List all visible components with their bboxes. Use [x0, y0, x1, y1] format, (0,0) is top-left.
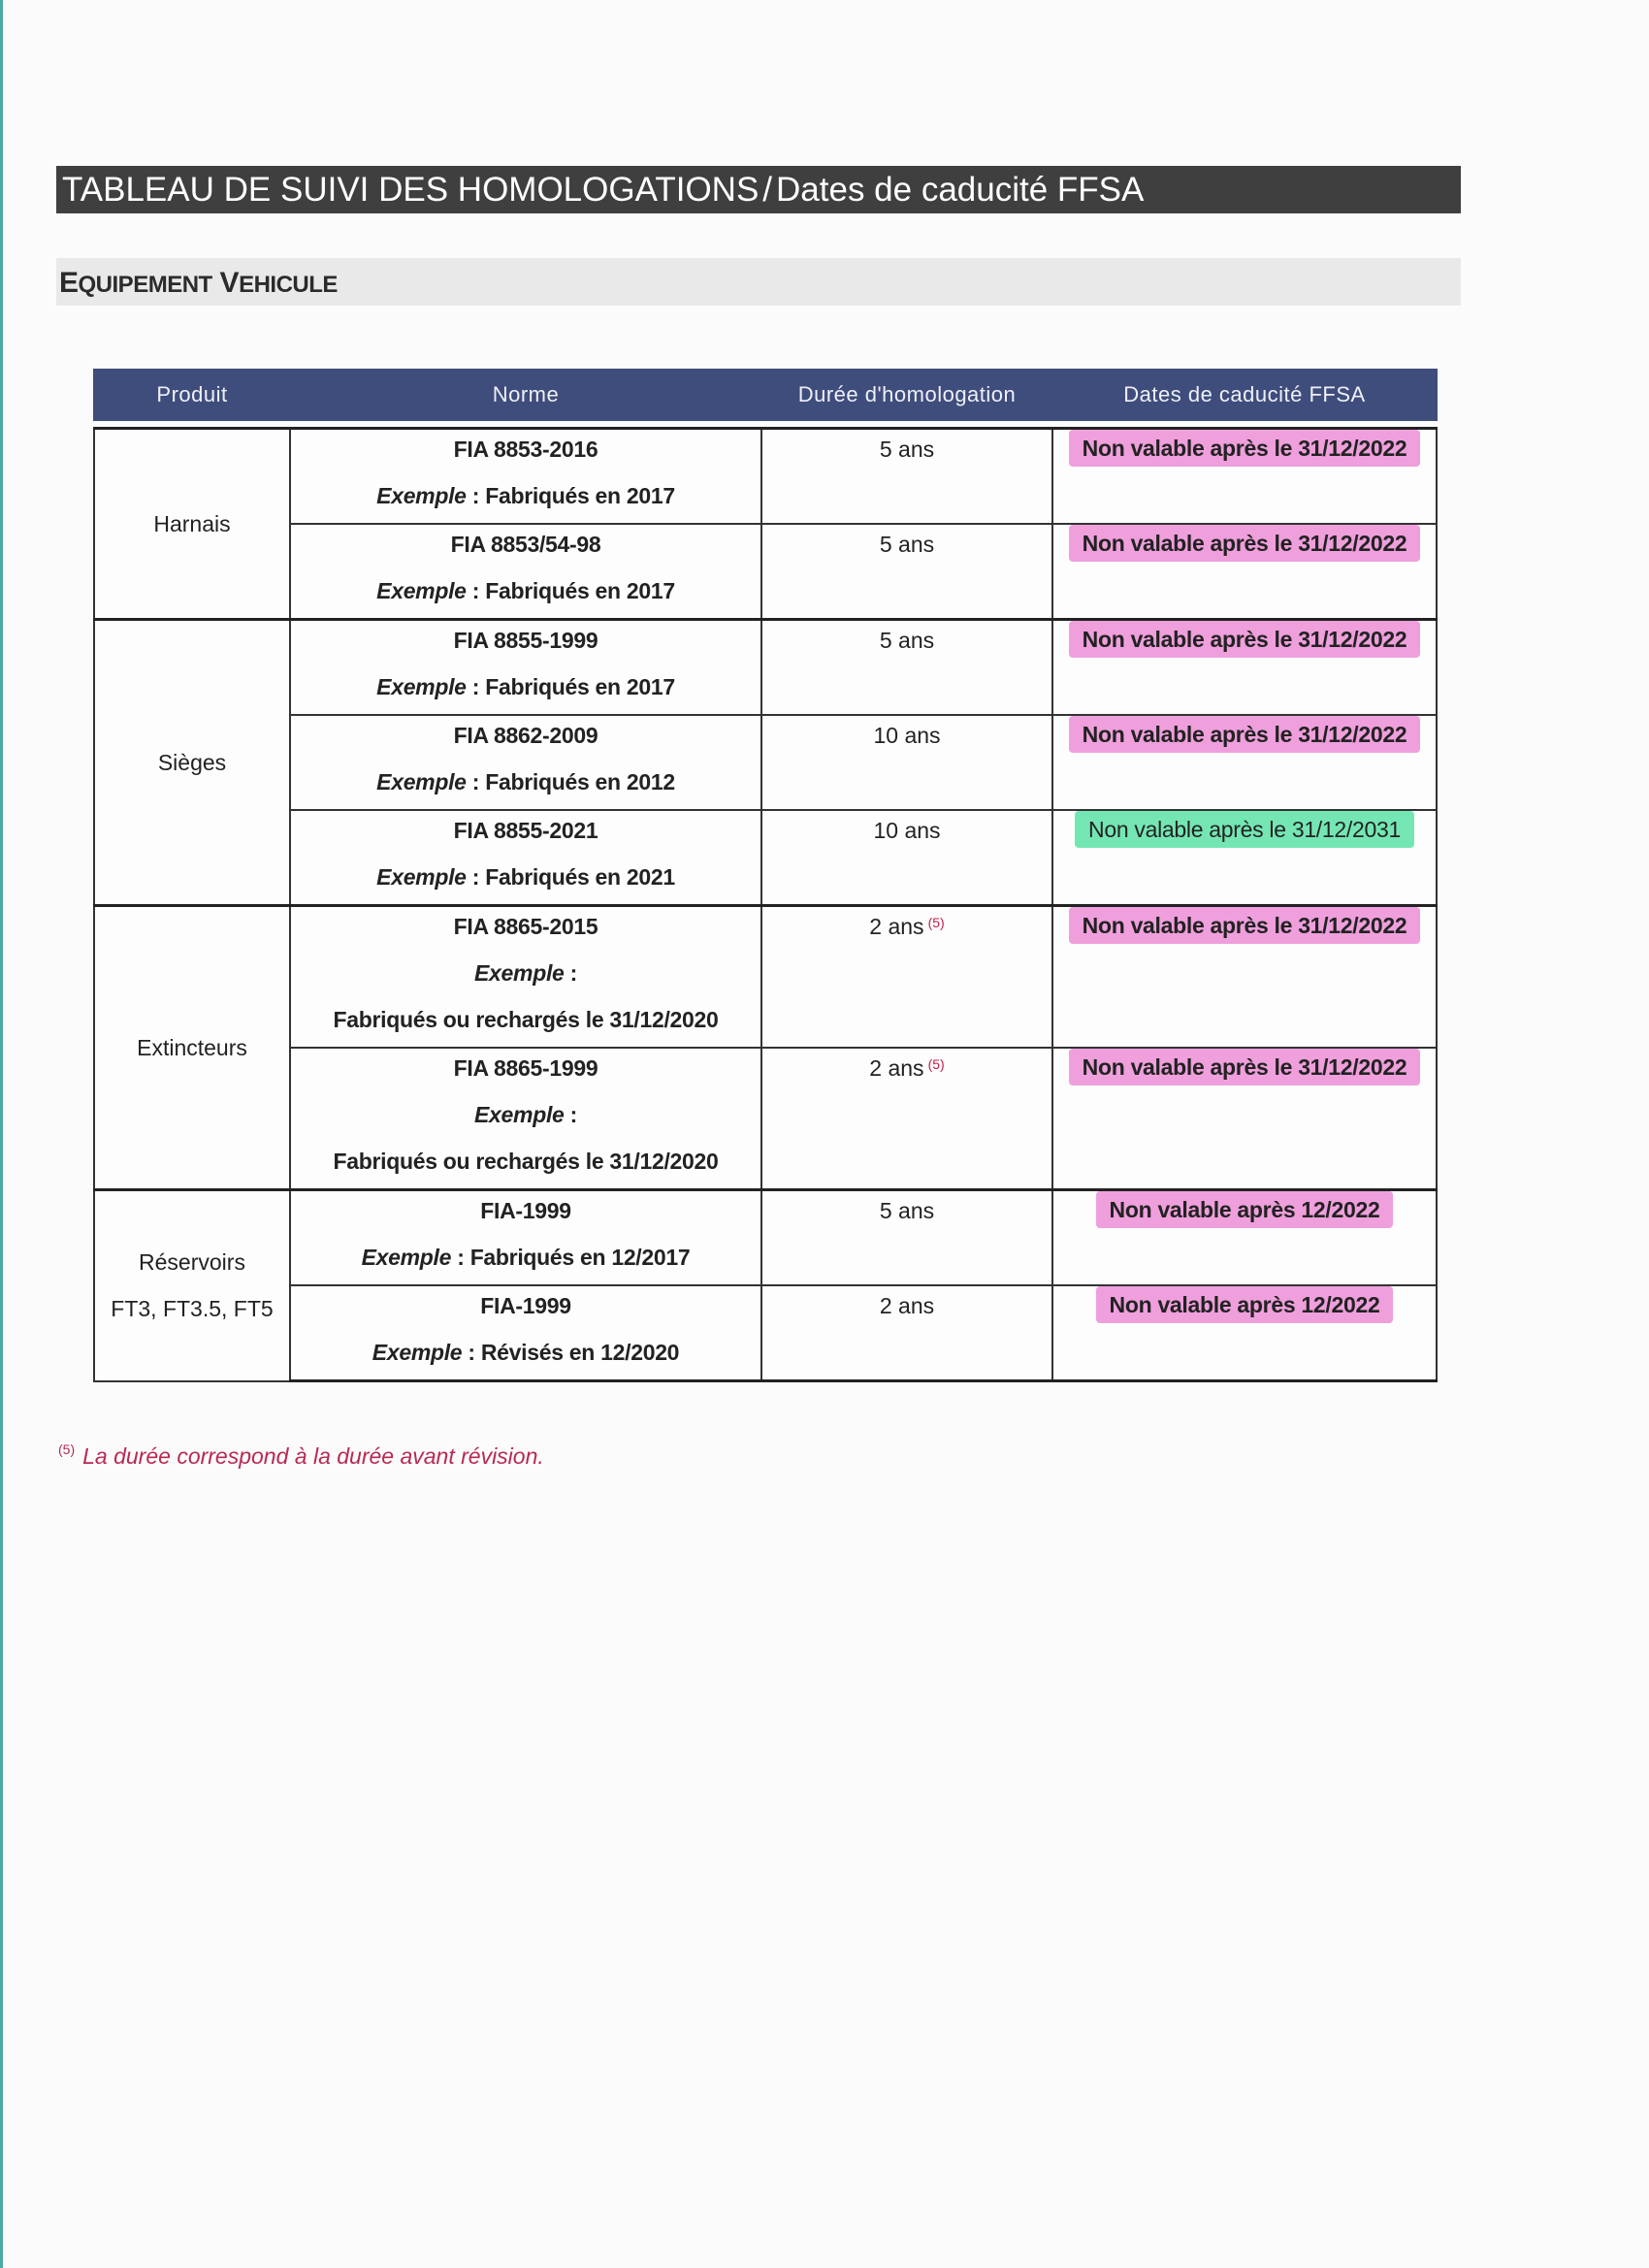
table-row [94, 1048, 1437, 1190]
cell-duree [761, 906, 1052, 1049]
footnote [58, 1443, 544, 1470]
highlighted-date: Non valable après le 31/12/2022 [1069, 716, 1421, 753]
cell-duree [761, 810, 1052, 906]
highlighted-date: Non valable après 12/2022 [1096, 1286, 1394, 1323]
cell-norme [290, 1285, 761, 1381]
norme-code: FIA-1999 [480, 1293, 571, 1318]
duree-value: 5 ans [879, 532, 935, 557]
cell-date [1052, 620, 1437, 716]
cell-duree [761, 1048, 1052, 1190]
norme-example [291, 571, 760, 618]
produit-label: FT3, FT3.5, FT5 [111, 1296, 274, 1322]
duree-value: 2 ans [869, 1055, 924, 1081]
cell-produit [94, 1190, 290, 1381]
norme-example [291, 858, 760, 904]
table-row [94, 715, 1437, 810]
section-heading-initial-1: E [59, 267, 79, 299]
table-row [94, 906, 1437, 1049]
duree-value: 5 ans [879, 1198, 935, 1223]
example-text: Fabriqués en 2021 [485, 864, 675, 890]
norme-example [291, 1238, 760, 1284]
cell-norme [290, 906, 761, 1049]
example-separator: : [466, 674, 486, 699]
cell-date [1052, 906, 1437, 1049]
example-text: Fabriqués ou rechargés le 31/12/2020 [333, 1149, 719, 1174]
cell-duree [761, 715, 1052, 810]
highlighted-date: Non valable après le 31/12/2022 [1069, 621, 1421, 658]
highlighted-date: Non valable après le 31/12/2022 [1069, 1049, 1421, 1085]
example-label: Exemple [361, 1245, 452, 1270]
section-heading-initial-2: V [219, 267, 240, 299]
example-label: Exemple [376, 769, 467, 794]
example-label: Exemple [474, 1102, 565, 1127]
norme-example [291, 954, 760, 1000]
norme-code: FIA-1999 [480, 1198, 571, 1223]
example-label: Exemple [376, 578, 467, 603]
example-text: Fabriqués en 12/2017 [469, 1245, 691, 1270]
footnote-marker: (5) [58, 1442, 76, 1457]
norme-example [291, 1095, 760, 1142]
table-row [94, 1285, 1437, 1381]
cell-norme [290, 1048, 761, 1190]
example-separator: : [466, 578, 486, 603]
cell-produit [94, 906, 290, 1190]
cell-duree [761, 429, 1052, 525]
section-heading-rest-2: EHICULE [239, 272, 338, 298]
example-label: Exemple [474, 960, 565, 986]
duree-value: 5 ans [879, 628, 935, 653]
table-row [94, 1190, 1437, 1286]
example-label: Exemple [376, 483, 467, 508]
highlighted-date: Non valable après le 31/12/2022 [1069, 907, 1421, 944]
duree-value: 10 ans [873, 723, 941, 748]
title-subtitle: Dates de caducité FFSA [776, 171, 1145, 209]
cell-duree [761, 1285, 1052, 1381]
cell-date [1052, 1190, 1437, 1286]
table-row [94, 429, 1437, 525]
duree-value: 5 ans [879, 437, 935, 462]
table-group [94, 620, 1437, 906]
example-separator: : [451, 1245, 470, 1270]
section-heading-rest-1: QUIPEMENT [78, 272, 212, 298]
example-label: Exemple [376, 864, 467, 890]
norme-code: FIA 8865-2015 [453, 914, 598, 939]
homologation-table [93, 369, 1438, 1382]
page-title [56, 166, 1461, 213]
table-row [94, 620, 1437, 716]
footnote-ref: (5) [927, 1056, 945, 1072]
cell-produit [94, 620, 290, 906]
table-row [94, 810, 1437, 906]
norme-code: FIA 8855-2021 [453, 818, 598, 843]
example-text: Fabriqués en 2017 [485, 483, 675, 508]
norme-code: FIA 8853/54-98 [450, 532, 601, 557]
highlighted-date: Non valable après le 31/12/2022 [1069, 430, 1421, 467]
produit-label: Sièges [157, 750, 227, 775]
highlighted-date: Non valable après le 31/12/2022 [1069, 525, 1421, 562]
example-separator: : [466, 769, 486, 794]
cell-norme [290, 810, 761, 906]
example-text: Fabriqués en 2017 [485, 674, 675, 699]
example-separator: : [564, 1102, 577, 1127]
header-norme: Norme [290, 370, 761, 420]
norme-code: FIA 8853-2016 [453, 437, 598, 462]
norme-code: FIA 8862-2009 [453, 723, 598, 748]
page-edge [0, 0, 3, 2268]
cell-duree [761, 620, 1052, 716]
norme-code: FIA 8855-1999 [453, 628, 598, 653]
cell-date [1052, 429, 1437, 525]
example-label: Exemple [372, 1340, 463, 1365]
cell-norme [290, 429, 761, 525]
cell-date [1052, 1048, 1437, 1190]
example-text: Fabriqués en 2012 [485, 769, 675, 794]
produit-label: Réservoirs [139, 1249, 245, 1276]
table-group [94, 1190, 1437, 1381]
highlighted-date: Non valable après 12/2022 [1096, 1191, 1394, 1228]
table-header-row [94, 370, 1437, 420]
cell-norme [290, 1190, 761, 1286]
cell-date [1052, 524, 1437, 620]
norme-example [291, 1333, 760, 1379]
cell-duree [761, 524, 1052, 620]
title-separator: / [762, 171, 773, 209]
example-label: Exemple [376, 674, 467, 699]
table-row [94, 524, 1437, 620]
cell-produit [94, 429, 290, 620]
header-dates: Dates de caducité FFSA [1052, 370, 1437, 420]
produit-label: Harnais [153, 511, 231, 536]
title-main: TABLEAU DE SUIVI DES HOMOLOGATIONS [62, 171, 760, 209]
example-separator: : [466, 864, 486, 890]
table-group [94, 906, 1437, 1190]
duree-value: 2 ans [869, 914, 924, 939]
norme-example [291, 476, 760, 523]
cell-date [1052, 715, 1437, 810]
cell-norme [290, 715, 761, 810]
norme-example [291, 667, 760, 714]
produit-label: Extincteurs [137, 1035, 247, 1060]
duree-value: 2 ans [879, 1293, 935, 1318]
norme-example [291, 762, 760, 809]
example-separator: : [466, 483, 486, 508]
cell-norme [290, 524, 761, 620]
footnote-ref: (5) [927, 915, 945, 930]
cell-date [1052, 1285, 1437, 1381]
footnote-text: La durée correspond à la durée avant révision. [82, 1443, 544, 1469]
norme-code: FIA 8865-1999 [453, 1055, 598, 1081]
example-text: Révisés en 12/2020 [480, 1340, 680, 1365]
header-duree: Durée d'homologation [761, 370, 1052, 420]
duree-value: 10 ans [873, 818, 941, 843]
example-separator: : [564, 960, 577, 986]
example-text: Fabriqués ou rechargés le 31/12/2020 [333, 1007, 719, 1032]
highlighted-date: Non valable après le 31/12/2031 [1075, 811, 1414, 848]
table-group [94, 429, 1437, 620]
example-separator: : [462, 1340, 481, 1365]
section-heading [56, 258, 1461, 306]
header-produit: Produit [94, 370, 290, 420]
cell-date [1052, 810, 1437, 906]
cell-norme [290, 620, 761, 716]
cell-duree [761, 1190, 1052, 1286]
example-text: Fabriqués en 2017 [485, 578, 675, 603]
